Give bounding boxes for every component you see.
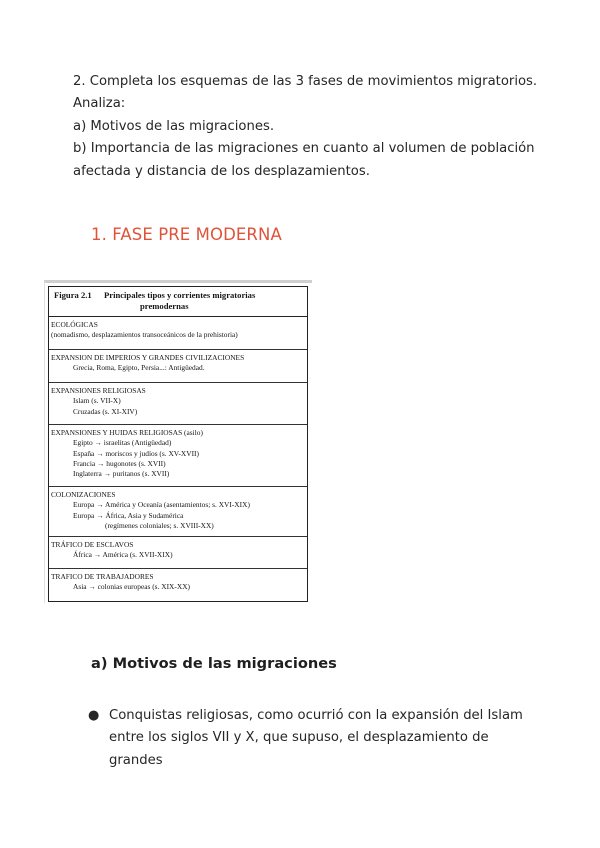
figure-caption-line: premodernas — [140, 300, 189, 311]
figure-section-esclavos — [49, 537, 307, 569]
figure-header — [49, 287, 307, 317]
question-text — [73, 71, 543, 183]
figure-caption-line: Principales tipos y corrientes migratorias — [104, 290, 256, 300]
figure-section-colonizaciones — [49, 487, 307, 537]
list-item-text: Conquistas religiosas, como ocurrió con la expansión del Islam entre los siglos VII y X, que supuso, el desplazamiento de grandes — [109, 708, 523, 768]
section-line: Asia → colonias europeas (s. XIX-XX) — [73, 582, 190, 592]
figure-section-expansiones-religiosas — [49, 383, 307, 425]
figure-section-ecologicas — [49, 317, 307, 350]
section-heading: COLONIZACIONES — [51, 490, 116, 499]
figure-section-imperios — [49, 350, 307, 383]
section-heading: EXPANSIONES Y HUIDAS RELIGIOSAS (asilo) — [51, 428, 203, 437]
section-heading: EXPANSION DE IMPERIOS Y GRANDES CIVILIZACIONES — [51, 353, 245, 362]
section-line: Inglaterra → puritanos (s. XVII) — [73, 469, 170, 479]
figure-section-trabajadores — [49, 569, 307, 599]
section-line: Europa → América y Oceanía (asentamientos; s. XVI-XIX) — [73, 500, 250, 510]
section-line: España → moriscos y judíos (s. XV-XVII) — [73, 448, 199, 458]
section-heading: TRAFICO DE TRABAJADORES — [51, 572, 154, 581]
section-line: Cruzadas (s. XI-XIV) — [73, 406, 138, 416]
bullet-list — [88, 705, 538, 772]
question-line: b) Importancia de las migraciones en cuanto al volumen de población — [73, 141, 535, 157]
section-a-title: a) Motivos de las migraciones — [91, 655, 337, 672]
figure-table — [48, 286, 308, 602]
section-line: (regímenes coloniales; s. XVIII-XX) — [105, 520, 214, 530]
question-line: Analiza: — [73, 96, 126, 112]
section-line: Grecia, Roma, Egipto, Persia...: Antigüedad. — [73, 363, 205, 373]
figure-section-huidas-religiosas — [49, 425, 307, 487]
figure-number: Figura 2.1 — [54, 290, 92, 300]
phase-title: 1. FASE PRE MODERNA — [91, 225, 282, 244]
section-heading: ECOLÓGICAS — [51, 320, 98, 329]
section-line: (nomadismo, desplazamientos transoceánicos de la prehistoria) — [51, 330, 238, 340]
question-line: afectada y distancia de los desplazamientos. — [73, 163, 370, 179]
question-line: a) Motivos de las migraciones. — [73, 118, 275, 134]
scanned-figure — [44, 280, 312, 603]
section-line: Europa → África, Asia y Sudamérica — [73, 510, 184, 520]
question-line: 2. Completa los esquemas de las 3 fases de movimientos migratorios. — [73, 74, 538, 89]
section-line: Francia → hugonotes (s. XVII) — [73, 458, 166, 468]
section-heading: TRÁFICO DE ESCLAVOS — [51, 540, 134, 549]
section-line: Islam (s. VII-X) — [73, 396, 121, 406]
figure-caption — [104, 290, 284, 311]
list-item — [88, 705, 538, 772]
section-line: África → América (s. XVII-XIX) — [73, 550, 173, 560]
section-line: Egipto → israelitas (Antigüedad) — [73, 438, 172, 448]
section-heading: EXPANSIONES RELIGIOSAS — [51, 386, 146, 395]
bullet-icon: ● — [88, 708, 100, 723]
